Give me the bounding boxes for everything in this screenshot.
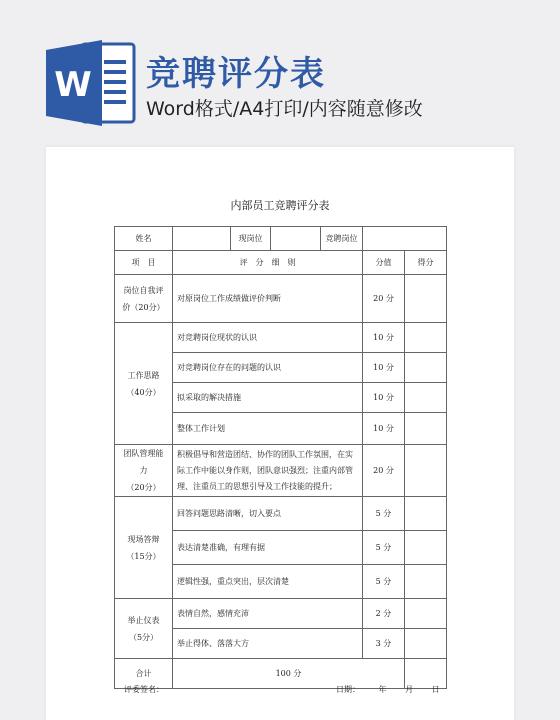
criterion-detail: 对竞聘岗位现状的认识	[173, 323, 363, 353]
criterion-detail: 对原岗位工作成绩做评价判断	[173, 275, 363, 323]
points-field[interactable]	[405, 599, 447, 629]
criterion-score: 10 分	[363, 353, 405, 383]
target-post-field[interactable]	[363, 227, 447, 251]
total-label: 合计	[115, 659, 173, 689]
date-year: 年	[378, 685, 387, 694]
criterion-detail: 表达清楚准确，有理有据	[173, 531, 363, 565]
criterion-detail: 表情自然，感情充沛	[173, 599, 363, 629]
criterion-detail: 对竞聘岗位存在的问题的认识	[173, 353, 363, 383]
points-field[interactable]	[405, 497, 447, 531]
criterion-detail: 整体工作计划	[173, 413, 363, 445]
points-field[interactable]	[405, 413, 447, 445]
table-row	[115, 599, 447, 629]
category-line: （15分）	[126, 551, 161, 561]
section-category	[115, 497, 173, 599]
category-line: 力	[139, 466, 148, 475]
category-line: 工作思路	[127, 370, 160, 380]
category-line: （5分）	[128, 632, 159, 642]
table-row	[115, 275, 447, 323]
document-title: 内部员工竞聘评分表	[230, 199, 330, 212]
section-category	[115, 323, 173, 445]
column-item: 项 目	[115, 251, 173, 275]
criterion-detail: 回答问题思路清晰，切入要点	[173, 497, 363, 531]
category-line: 岗位自我评	[123, 285, 164, 295]
word-document-icon	[44, 38, 136, 128]
section-category	[115, 599, 173, 659]
current-post-field[interactable]	[271, 227, 321, 251]
applicant-info-row	[115, 227, 447, 251]
category-line: （40分）	[126, 387, 161, 397]
criterion-score: 5 分	[363, 497, 405, 531]
points-field[interactable]	[405, 445, 447, 497]
criterion-detail: 积极倡导和营造团结、协作的团队工作氛围，在实际工作中能以身作则，团队意识强烈；注重内部管理、注重员工的思想引导及工作技能的提升；	[173, 445, 363, 497]
criterion-detail: 逻辑性强，重点突出，层次清楚	[173, 565, 363, 599]
name-label: 姓名	[115, 227, 173, 251]
category-line: 现场答辩	[127, 534, 160, 544]
banner-title: 竞聘评分表	[146, 54, 326, 94]
criterion-score: 2 分	[363, 599, 405, 629]
column-detail: 评 分 细 则	[173, 251, 363, 275]
category-line: 团队管理能	[123, 449, 164, 458]
section-category	[115, 275, 173, 323]
document-page	[46, 147, 514, 720]
category-line: （20分）	[126, 483, 161, 492]
date-line	[336, 684, 440, 695]
evaluation-table	[114, 226, 447, 689]
word-letter: W	[54, 65, 92, 105]
category-line: 举止仪表	[127, 615, 160, 625]
table-row	[115, 323, 447, 353]
points-field[interactable]	[405, 531, 447, 565]
date-month: 月	[405, 685, 414, 694]
sections-body	[115, 275, 447, 659]
criterion-score: 5 分	[363, 565, 405, 599]
banner-subtitle: Word格式/A4打印/内容随意修改	[146, 98, 423, 120]
banner	[0, 0, 560, 140]
column-points: 得分	[405, 251, 447, 275]
points-field[interactable]	[405, 383, 447, 413]
name-field[interactable]	[173, 227, 231, 251]
criterion-score: 20 分	[363, 275, 405, 323]
criterion-score: 10 分	[363, 383, 405, 413]
target-post-label: 竞聘岗位	[321, 227, 363, 251]
points-field[interactable]	[405, 565, 447, 599]
date-label: 日期：	[336, 685, 360, 694]
criterion-score: 5 分	[363, 531, 405, 565]
table-row	[115, 497, 447, 531]
signature-label: 评委签名：	[124, 685, 164, 694]
table-row	[115, 445, 447, 497]
criterion-score: 20 分	[363, 445, 405, 497]
column-header-row	[115, 251, 447, 275]
criterion-score: 3 分	[363, 629, 405, 659]
column-score: 分值	[363, 251, 405, 275]
section-category	[115, 445, 173, 497]
points-field[interactable]	[405, 629, 447, 659]
points-field[interactable]	[405, 275, 447, 323]
criterion-detail: 举止得体、落落大方	[173, 629, 363, 659]
total-value: 100 分	[173, 659, 405, 689]
points-field[interactable]	[405, 323, 447, 353]
points-field[interactable]	[405, 353, 447, 383]
criterion-detail: 拟采取的解决措施	[173, 383, 363, 413]
criterion-score: 10 分	[363, 413, 405, 445]
current-post-label: 现岗位	[231, 227, 271, 251]
criterion-score: 10 分	[363, 323, 405, 353]
category-line: 价（20分）	[122, 302, 165, 312]
date-day: 日	[431, 685, 440, 694]
